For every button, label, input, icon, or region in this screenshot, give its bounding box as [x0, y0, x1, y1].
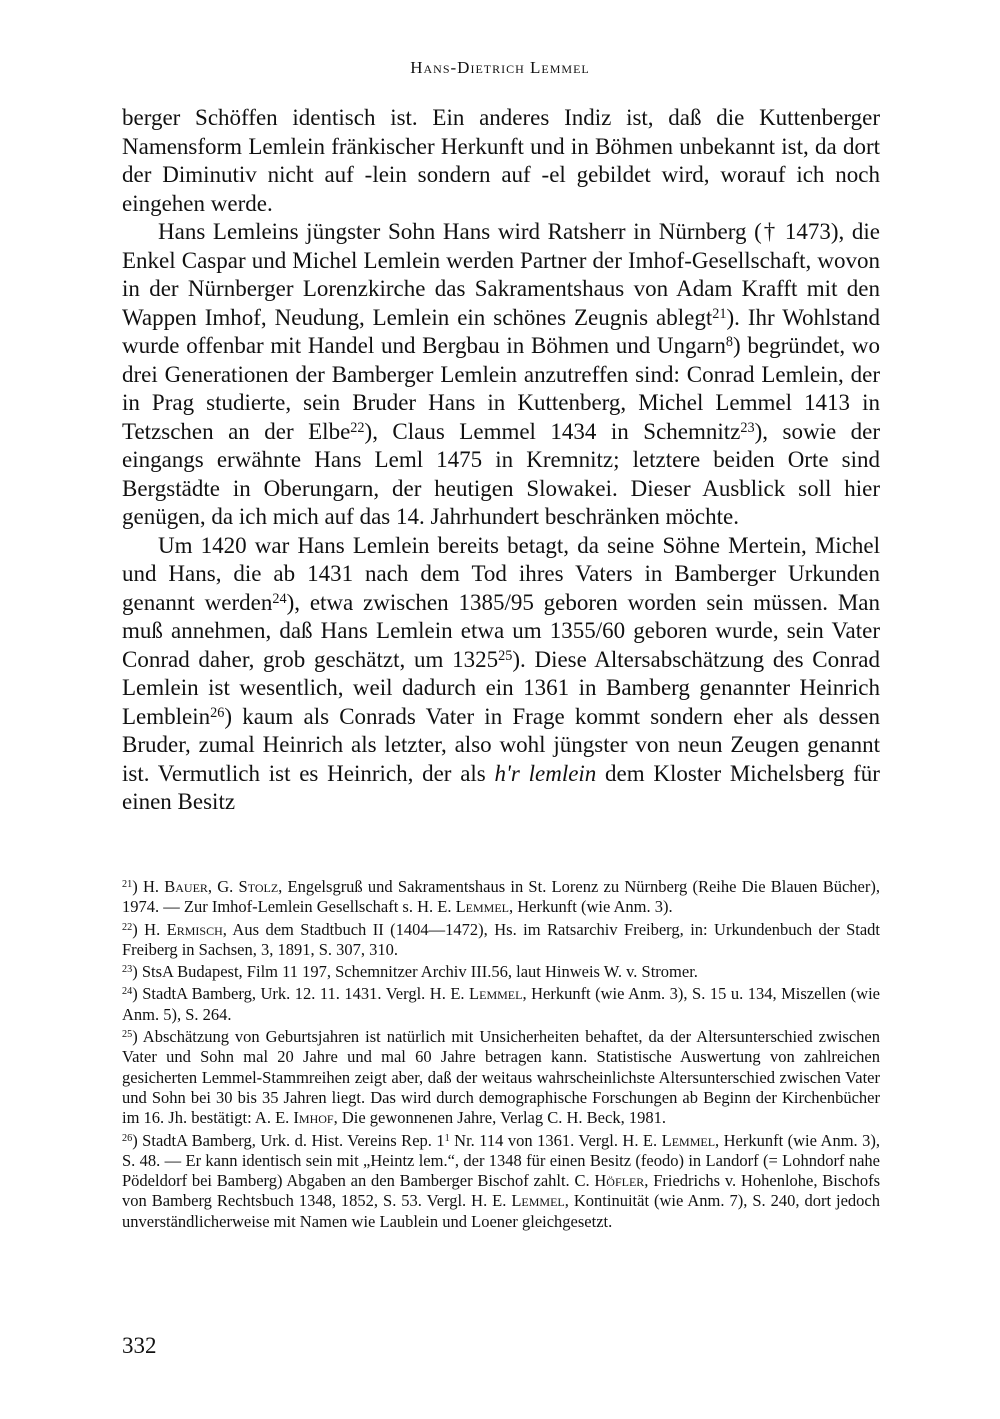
footnote-number: 25: [122, 1028, 133, 1040]
text-run: , Kontinuität (wie Anm. 7), S. 240, dort jedoch unverständlicherweise mit Namen wie Laublein und Loener gleichgesetzt.: [122, 1191, 880, 1231]
text-run: ) StadtA Bamberg, Urk. 12. 11. 1431. Vergl. H. E.: [132, 984, 470, 1004]
text-run: ) H.: [132, 877, 165, 896]
footnote-ref[interactable]: 26: [210, 704, 225, 721]
text-run: ) begründet, wo drei Generationen der Bamberger Lemlein anzutreffen sind: Conrad Lemlein, der in Prag studierte, sein Bruder Hans in Kuttenberg, Michel Lemmel 1413 in Tetzschen an der Elbe: [122, 333, 880, 444]
footnote-number: 23: [122, 964, 133, 976]
running-header: Hans-Dietrich Lemmel: [410, 58, 590, 77]
footnote-24: [122, 984, 880, 1025]
text-run: ) kaum als Conrads Vater in Frage kommt sondern eher als dessen Bruder, zumal Heinrich als letzter, also wohl jüngster von neun Zeugen genannt ist. Vermutlich ist es Heinrich, der als: [122, 703, 880, 786]
text-run: ) Abschätzung von Geburtsjahren ist natürlich mit Unsicherheiten behaftet, da der Altersunterschied zwischen Vater und Sohn mal 20 Jahre und mal 60 Jahre betragen kann. Statistische Auswertung von zahlreichen gesicherten Lemmel-Stammreihen zeigt aber, daß der weitaus wahrscheinlichste Altersunterschied zwischen Vater und Sohn bei 30 bis 35 Jahren liegt. Das wird durch demographische Forschungen ab Beginn der Kirchenbücher im 16. Jh. bestätigt: A. E.: [122, 1027, 880, 1128]
main-text: [122, 104, 880, 817]
footnote-number: 26: [122, 1132, 133, 1144]
author-name: Stolz: [238, 877, 279, 896]
paragraph-3: [122, 532, 880, 817]
author-name: Lemmel: [469, 984, 523, 1004]
footnote-ref[interactable]: 22: [350, 419, 365, 436]
footnote-22: [122, 920, 880, 961]
paragraph-1: berger Schöffen identisch ist. Ein anderes Indiz ist, daß die Kuttenberger Namensform Lemlein fränkischer Herkunft und in Böhmen unbekannt ist, da dort der Diminutiv nicht auf -lein sondern auf -el gebildet wird, worauf ich noch eingehen werde.: [122, 105, 880, 216]
footnote-ref[interactable]: 8: [725, 333, 734, 350]
superscript: 1: [444, 1132, 450, 1144]
text-run: ), etwa zwischen 1385/95 geboren worden sein müssen. Man muß annehmen, daß Hans Lemlein etwa um 1355/60 geboren wurde, sein Vater Conrad daher, grob geschätzt, um 1325: [122, 589, 880, 672]
author-name: Bauer: [164, 877, 208, 896]
footnote-ref[interactable]: 24: [272, 590, 287, 607]
text-run: , G.: [207, 877, 239, 896]
italic-quote: h'r lemlein: [494, 760, 597, 786]
author-name: Höfler: [594, 1171, 645, 1191]
author-name: Ermisch: [166, 919, 223, 939]
text-run: , Herkunft (wie Anm. 3).: [509, 897, 673, 917]
author-name: Lemmel: [661, 1130, 716, 1150]
text-run: , Herkunft (wie Anm. 3), S. 15 u. 134, Miszellen (wie Anm. 5), S. 264.: [122, 984, 880, 1024]
footnote-ref[interactable]: 23: [740, 419, 755, 436]
footnote-21: [122, 877, 880, 918]
text-run: ) StsA Budapest, Film 11 197, Schemnitzer Archiv III.56, laut Hinweis W. v. Stromer.: [132, 962, 698, 982]
footnote-number: 24: [122, 986, 133, 998]
author-name: Imhof: [293, 1108, 334, 1128]
text-run: ) StadtA Bamberg, Urk. d. Hist. Vereins Rep. 1: [132, 1130, 445, 1150]
author-name: Lemmel: [455, 897, 510, 917]
footnotes: [122, 877, 880, 1234]
footnote-ref[interactable]: 21: [712, 305, 727, 322]
text-run: dem Kloster Michelsberg für einen Besitz: [122, 760, 880, 814]
text-run: , Die gewonnenen Jahre, Verlag C. H. Beck, 1981.: [333, 1108, 666, 1128]
text-run: Hans Lemleins jüngster Sohn Hans wird Ratsherr in Nürnberg († 1473), die Enkel Caspar und Michel Lemlein werden Partner der Imhof-Gesellschaft, wovon in der Nürnberger Lorenzkirche das Sakramentshaus von Adam Krafft mit den Wappen Imhof, Neudung, Lemlein ein schönes Zeugnis ablegt: [122, 219, 880, 330]
text-run: , Friedrichs v. Hohenlohe, Bischofs von Bamberg Rechtsbuch 1348, 1852, S. 53. Vergl. H. E.: [122, 1171, 881, 1211]
footnote-ref[interactable]: 25: [498, 647, 513, 664]
text-run: ), sowie der eingangs erwähnte Hans Leml 1475 in Kremnitz; letztere beiden Orte sind Bergstädte in Oberungarn, der heutigen Slowakei. Dieser Ausblick soll hier genügen, da ich mich auf das 14. Jahrhundert beschränken möchte.: [122, 418, 881, 529]
text-run: ). Ihr Wohlstand wurde offenbar mit Handel und Bergbau in Böhmen und Ungarn: [122, 304, 880, 358]
text-run: , Engelsgruß und Sakramentshaus in St. Lorenz zu Nürnberg (Reihe Die Blauen Bücher), 1974. — Zur Imhof-Lemlein Gesellschaft s. H. E.: [122, 877, 880, 917]
author-name: Lemmel: [511, 1191, 565, 1211]
text-run: ) H.: [132, 919, 167, 939]
paragraph-2: [122, 218, 880, 532]
text-run: , Aus dem Stadtbuch II (1404—1472), Hs. im Ratsarchiv Freiberg, in: Urkundenbuch der Stadt Freiberg in Sachsen, 3, 1891, S. 307, 310.: [122, 919, 880, 959]
footnote-23: [122, 962, 880, 982]
text-run: ), Claus Lemmel 1434 in Schemnitz: [364, 418, 741, 444]
page-number: 332: [122, 1333, 157, 1358]
footnote-number: 22: [122, 921, 133, 933]
text-run: Um 1420 war Hans Lemlein bereits betagt, da seine Söhne Mertein, Michel und Hans, die ab 1431 nach dem Tod ihres Vaters in Bamberger Urkunden genannt werden: [122, 532, 880, 615]
footnote-26: [122, 1131, 880, 1232]
text-run: ). Diese Altersabschätzung des Conrad Lemlein ist wesentlich, weil dadurch ein 1361 in Bamberg genannter Heinrich Lemblein: [122, 646, 880, 729]
text-run: , Herkunft (wie Anm. 3), S. 48. — Er kann identisch sein mit „Heintz lem.“, der 1348 für einen Besitz (feodo) in Landorf (= Lohndorf nahe Pödeldorf bei Bamberg) Abgaben an den Bamberger Bischof zahlt. C.: [122, 1130, 880, 1191]
text-run: Nr. 114 von 1361. Vergl. H. E.: [449, 1130, 662, 1150]
footnote-25: [122, 1027, 880, 1128]
footnote-number: 21: [122, 878, 133, 890]
